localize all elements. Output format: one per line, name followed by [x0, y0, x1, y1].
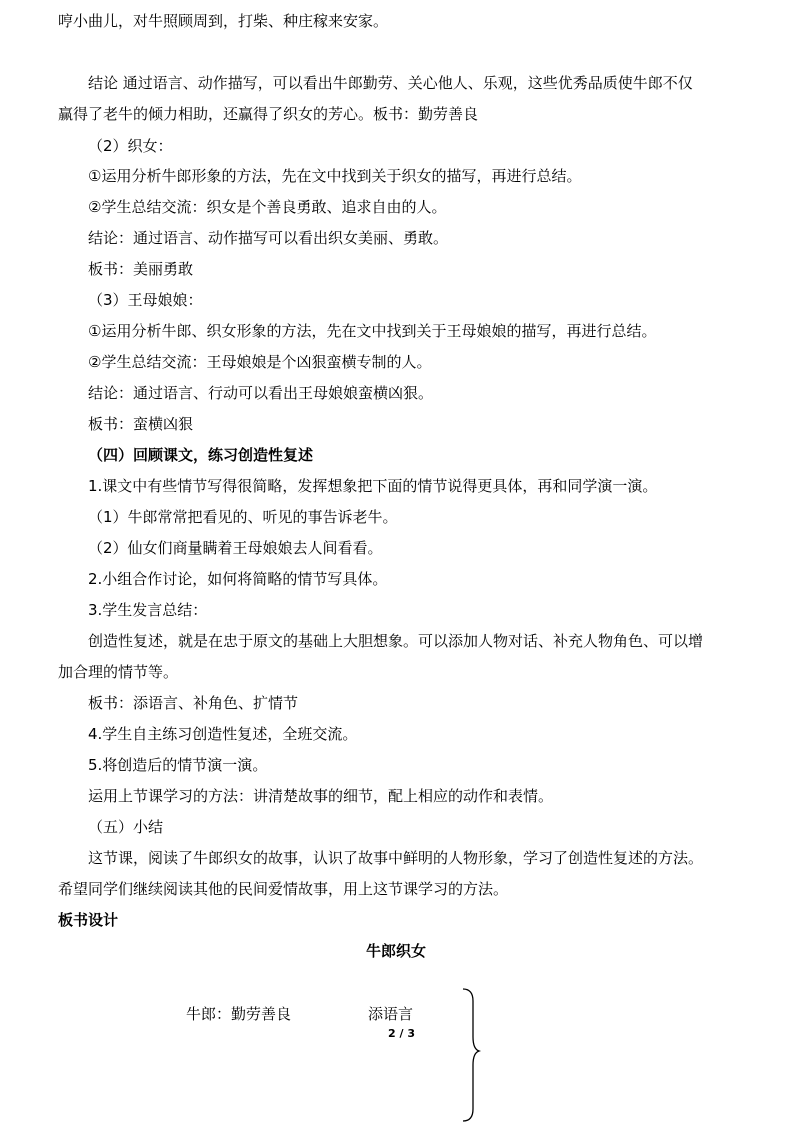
- section-heading: （五）小结: [88, 818, 164, 836]
- board-title: 牛郎织女: [366, 942, 427, 960]
- paragraph-line: ②学生总结交流：王母娘娘是个凶狠蛮横专制的人。: [88, 353, 432, 371]
- section-heading: （四）回顾课文，练习创造性复述: [88, 446, 314, 464]
- board-item-right: 添语言: [368, 1005, 414, 1023]
- paragraph-line: （1）牛郎常常把看见的、听见的事告诉老牛。: [88, 508, 398, 526]
- paragraph-line: 板书：美丽勇敢: [88, 260, 194, 278]
- paragraph-line: 哼小曲儿，对牛照顾周到，打柴、种庄稼来安家。: [58, 12, 389, 30]
- paragraph-line: 结论：通过语言、动作描写可以看出织女美丽、勇敢。: [88, 229, 449, 247]
- board-item-left: 牛郎：勤劳善良: [186, 1005, 292, 1023]
- paragraph-line: 希望同学们继续阅读其他的民间爱情故事，用上这节课学习的方法。: [58, 880, 509, 898]
- page-number: 2 / 3: [388, 1027, 415, 1040]
- paragraph-line: （2）仙女们商量瞒着王母娘娘去人间看看。: [88, 539, 383, 557]
- paragraph-line: ①运用分析牛郎形象的方法，先在文中找到关于织女的描写，再进行总结。: [88, 167, 582, 185]
- right-brace-icon: [455, 985, 495, 1123]
- paragraph-line: 赢得了老牛的倾力相助，还赢得了织女的芳心。板书：勤劳善良: [58, 105, 479, 123]
- paragraph-line: 运用上节课学习的方法：讲清楚故事的细节，配上相应的动作和表情。: [88, 787, 554, 805]
- paragraph-line: 创造性复述，就是在忠于原文的基础上大胆想象。可以添加人物对话、补充人物角色、可以增: [88, 632, 704, 650]
- paragraph-line: 3.学生发言总结：: [88, 601, 208, 619]
- paragraph-line: 加合理的情节等。: [58, 663, 179, 681]
- paragraph-line: 板书：添语言、补角色、扩情节: [88, 694, 299, 712]
- paragraph-line: 5.将创造后的情节演一演。: [88, 756, 268, 774]
- paragraph-line: ②学生总结交流：织女是个善良勇敢、追求自由的人。: [88, 198, 447, 216]
- paragraph-line: 这节课，阅读了牛郎织女的故事，认识了故事中鲜明的人物形象，学习了创造性复述的方法。: [88, 849, 704, 867]
- paragraph-line: 2.小组合作讨论，如何将简略的情节写具体。: [88, 570, 388, 588]
- section-heading: 板书设计: [58, 911, 119, 929]
- paragraph-line: 1.课文中有些情节写得很简略，发挥想象把下面的情节说得更具体，再和同学演一演。: [88, 477, 658, 495]
- section-heading: （3）王母娘娘：: [88, 291, 203, 309]
- section-heading: （2）织女：: [88, 137, 173, 155]
- paragraph-line: 4.学生自主练习创造性复述，全班交流。: [88, 725, 358, 743]
- paragraph-line: ①运用分析牛郎、织女形象的方法，先在文中找到关于王母娘娘的描写，再进行总结。: [88, 322, 657, 340]
- paragraph-line: 板书：蛮横凶狠: [88, 415, 194, 433]
- paragraph-line: 结论 通过语言、动作描写，可以看出牛郎勤劳、关心他人、乐观，这些优秀品质使牛郎不仅: [88, 74, 693, 92]
- paragraph-line: 结论：通过语言、行动可以看出王母娘娘蛮横凶狠。: [88, 384, 434, 402]
